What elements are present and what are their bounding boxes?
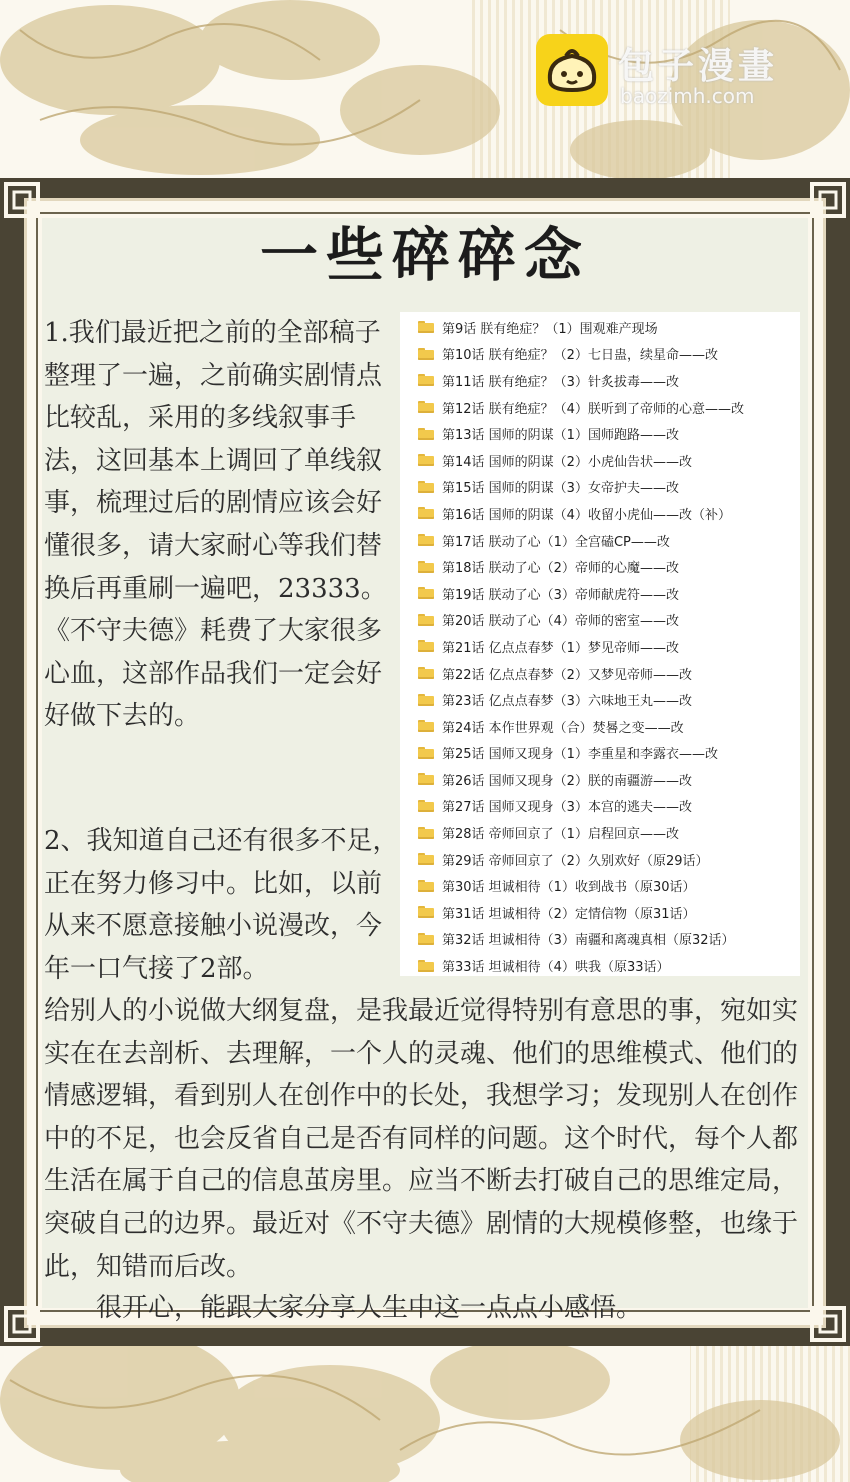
folder-icon [418, 374, 434, 386]
chapter-list-item-label: 第20话 朕动了心（4）帝师的密室——改 [442, 614, 679, 630]
folder-icon [418, 827, 434, 839]
folder-icon [418, 853, 434, 865]
chapter-list-item-label: 第11话 朕有绝症？（3）针炙拔毒——改 [442, 374, 679, 390]
folder-icon [418, 694, 434, 706]
folder-icon [418, 667, 434, 679]
folder-icon [418, 614, 434, 626]
paragraph-4: 很开心，能跟大家分享人生中这一点点小感悟。 [96, 1293, 643, 1323]
chapter-list-item [400, 846, 800, 873]
chapter-list-item-label: 第24话 本作世界观（合）焚晷之变——改 [442, 720, 684, 736]
chapter-list-item [400, 766, 800, 793]
chapter-list-item [400, 899, 800, 926]
chapter-list-item [400, 474, 800, 501]
folder-icon [418, 507, 434, 519]
chapter-list-item-label: 第18话 朕动了心（2）帝师的心魔——改 [442, 561, 679, 577]
paragraph-2: 2、我知道自己还有很多不足，正在努力修习中。比如，以前从来不愿意接触小说漫改，今年一口气接了2部。 [44, 826, 399, 984]
folder-icon [418, 960, 434, 972]
folder-icon [418, 348, 434, 360]
chapter-list-item-label: 第28话 帝师回京了（1）启程回京——改 [442, 827, 679, 843]
chapter-list-item [400, 580, 800, 607]
chapter-list-item-label: 第30话 坦诚相待（1）收到战书（原30话） [442, 880, 696, 896]
chapter-list-item-label: 第13话 国师的阴谋（1）国师跑路——改 [442, 428, 679, 444]
chapter-list-item-label: 第23话 亿点点春梦（3）六味地王丸——改 [442, 694, 692, 710]
chapter-list-item [400, 394, 800, 421]
chapter-list-item [400, 447, 800, 474]
chapter-list-item-label: 第31话 坦诚相待（2）定情信物（原31话） [442, 906, 696, 922]
chapter-list-item [400, 607, 800, 634]
chapter-list-item [400, 952, 800, 979]
chapter-list-item-label: 第14话 国师的阴谋（2）小虎仙告状——改 [442, 454, 692, 470]
watermark-name: 包子漫畫 [618, 46, 779, 87]
chapter-list-item-label: 第12话 朕有绝症？（4）朕听到了帝师的心意——改 [442, 401, 744, 417]
chapter-list-item-label: 第27话 国师又现身（3）本宫的逃夫——改 [442, 800, 692, 816]
page-title: 一些碎碎念 [259, 221, 590, 289]
folder-icon [418, 401, 434, 413]
folder-icon [418, 880, 434, 892]
chapter-list-item [400, 314, 800, 341]
chapter-list-item [400, 633, 800, 660]
folder-icon [418, 720, 434, 732]
chapter-list-item [400, 872, 800, 899]
chapter-list-item-label: 第29话 帝师回京了（2）久别欢好（原29话） [442, 853, 709, 869]
folder-icon [418, 454, 434, 466]
chapter-list-item [400, 553, 800, 580]
folder-icon [418, 640, 434, 652]
chapter-list-item-label: 第25话 国师又现身（1）李重星和李露衣——改 [442, 747, 718, 763]
paragraph-3: 给别人的小说做大纲复盘，是我最近觉得特别有意思的事，宛如实实在在去剖析、去理解，一个人的灵魂、他们的思维模式、他们的情感逻辑，看到别人在创作中的长处，我想学习；发现别人在创作中的不足，也会反省自己是否有同样的问题。这个时代，每个人都生活在属于自己的信息茧房里。应当不断去打破自己的思维定局，突破自己的边界。最近对《不守夫德》剧情的大规模修整，也缘于此，知错而后改。 [44, 996, 799, 1282]
folder-icon [418, 587, 434, 599]
chapter-list-item [400, 660, 800, 687]
folder-icon [418, 933, 434, 945]
folder-icon [418, 747, 434, 759]
chapter-list-item [400, 500, 800, 527]
chapter-list-item-label: 第16话 国师的阴谋（4）收留小虎仙——改（补） [442, 507, 731, 523]
folder-icon [418, 800, 434, 812]
chapter-list-item-label: 第32话 坦诚相待（3）南疆和离魂真相（原32话） [442, 933, 735, 949]
chapter-list-item [400, 819, 800, 846]
folder-icon [418, 773, 434, 785]
folder-icon [418, 481, 434, 493]
chapter-list-item [400, 420, 800, 447]
chapter-list-item [400, 793, 800, 820]
folder-icon [418, 321, 434, 333]
chapter-list-item [400, 527, 800, 554]
chapter-list-item-label: 第19话 朕动了心（3）帝师献虎符——改 [442, 587, 679, 603]
chapter-list-item-label: 第21话 亿点点春梦（1）梦见帝师——改 [442, 640, 679, 656]
chapter-list-item-label: 第22话 亿点点春梦（2）又梦见帝师——改 [442, 667, 692, 683]
folder-icon [418, 534, 434, 546]
chapter-list [400, 312, 800, 976]
bun-logo-icon [536, 34, 608, 106]
chapter-list-item-label: 第15话 国师的阴谋（3）女帝护夫——改 [442, 481, 679, 497]
chapter-list-item [400, 367, 800, 394]
chapter-list-item-label: 第26话 国师又现身（2）朕的南疆游——改 [442, 773, 692, 789]
folder-icon [418, 561, 434, 573]
folder-icon [418, 906, 434, 918]
chapter-list-item-label: 第17话 朕动了心（1）全宫磕CP——改 [442, 534, 670, 550]
corner-ornament-bottom-left-icon [2, 1304, 42, 1344]
chapter-list-item-label: 第10话 朕有绝症？（2）七日蛊，续星命——改 [442, 348, 718, 364]
folder-icon [418, 428, 434, 440]
chapter-list-item [400, 713, 800, 740]
chapter-list-item-label: 第9话 朕有绝症？（1）围观难产现场 [442, 321, 658, 337]
chapter-list-item [400, 686, 800, 713]
chapter-list-item [400, 740, 800, 767]
paragraph-1: 1.我们最近把之前的全部稿子整理了一遍，之前确实剧情点比较乱，采用的多线叙事手法，这回基本上调回了单线叙事，梳理过后的剧情应该会好懂很多，请大家耐心等我们替换后再重刷一遍吧，23333。《不守夫德》耗费了大家很多心血，这部作品我们一定会好好做下去的。 [44, 318, 387, 732]
watermark-url: baozimh.com [620, 84, 755, 108]
chapter-list-item [400, 341, 800, 368]
chapter-list-item [400, 926, 800, 953]
chapter-list-item-label: 第33话 坦诚相待（4）哄我（原33话） [442, 960, 670, 976]
corner-ornament-bottom-right-icon [808, 1304, 848, 1344]
